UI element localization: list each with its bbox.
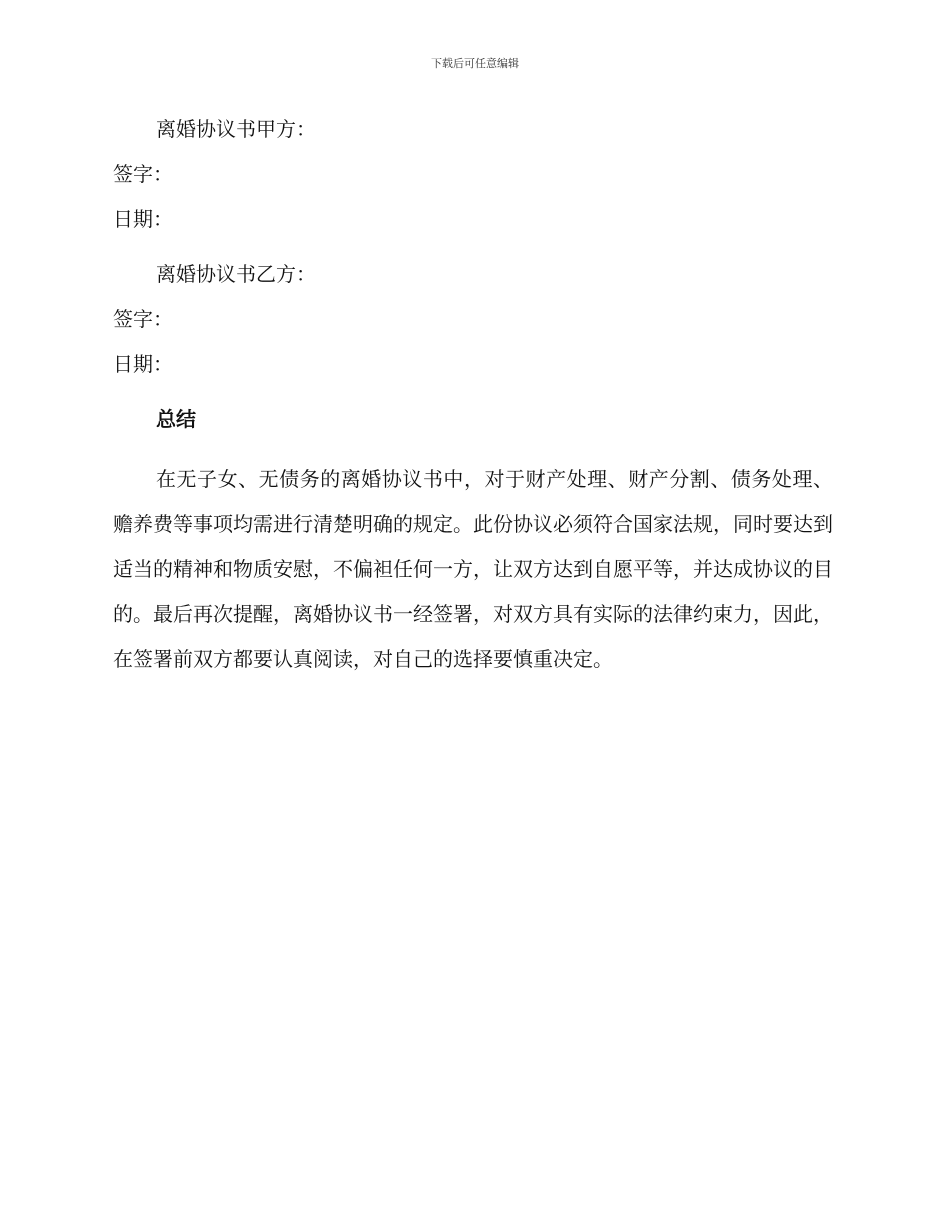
document-content — [113, 112, 833, 682]
party-a-label: 离婚协议书甲方： — [156, 117, 316, 141]
page-header-note: 下载后可任意编辑 — [431, 57, 519, 70]
party-b-date-label: 日期： — [113, 352, 173, 376]
summary-heading: 总结 — [156, 407, 196, 431]
party-b-sign-label: 签字： — [113, 307, 173, 331]
party-a-sign-label: 签字： — [113, 162, 173, 186]
party-a-signature-block — [113, 112, 833, 247]
party-b-label: 离婚协议书乙方： — [156, 262, 316, 286]
summary-paragraph: 在无子女、无债务的离婚协议书中，对于财产处理、财产分割、债务处理、赡养费等事项均需进行清楚明确的规定。此份协议必须符合国家法规，同时要达到适当的精神和物质安慰，不偏袒任何一方，让双方达到自愿平等，并达成协议的目的。最后再次提醒，离婚协议书一经签署，对双方具有实际的法律约束力，因此，在签署前双方都要认真阅读，对自己的选择要慎重决定。 — [113, 467, 833, 671]
party-a-date-label: 日期： — [113, 207, 173, 231]
section-gap — [113, 247, 833, 257]
section-gap — [113, 392, 833, 402]
party-b-signature-block — [113, 257, 833, 392]
